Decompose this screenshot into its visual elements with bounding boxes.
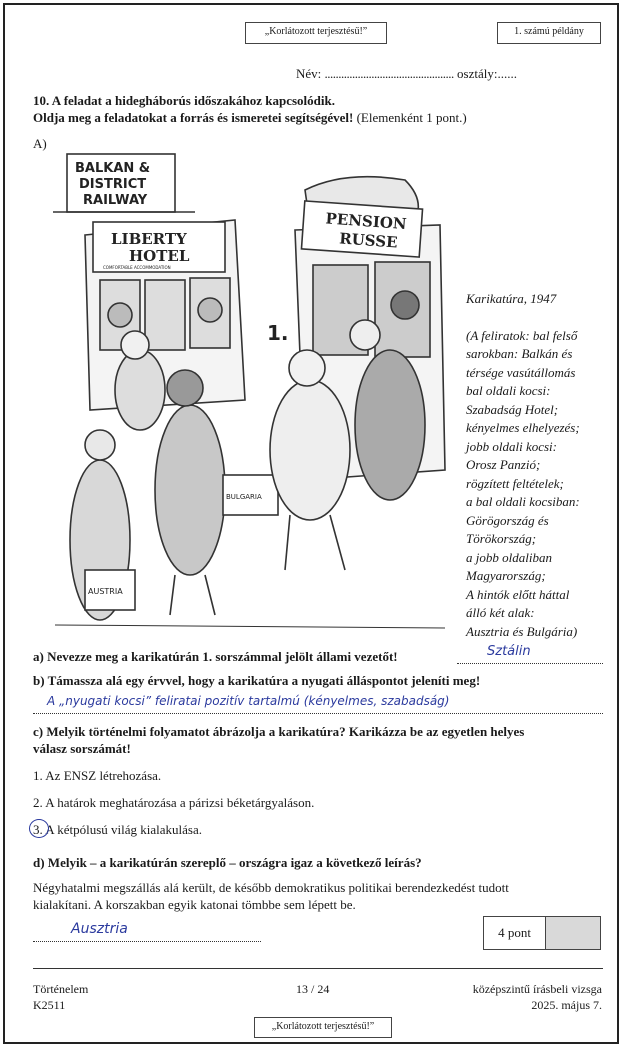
caption-line: Ausztria és Bulgária) — [466, 623, 578, 639]
answer-d: Ausztria — [71, 921, 128, 937]
question-c-line-1: c) Melyik történelmi folyamatot ábrázolja a karikatúra? Karikázza be az egyetlen helyes — [33, 724, 525, 739]
caption-line: Törökország; — [466, 531, 537, 546]
cartoon-image — [45, 150, 455, 640]
footer-exam: középszintű írásbeli vizsga — [472, 982, 602, 996]
caption-line: kényelmes elhelyezés; — [466, 420, 580, 435]
footer-divider — [33, 968, 603, 969]
name-label: Név: — [296, 66, 322, 81]
question-d-desc-2: kialakítani. A korszakban egyik katonai tömbbe sem lépett be. — [33, 897, 356, 912]
option-3[interactable]: 3. A kétpólusú világ kialakulása. — [33, 822, 202, 837]
name-dots: ............................................... — [324, 66, 454, 81]
caption-line: A hintók előtt háttal — [466, 586, 570, 602]
question-d: d) Melyik – a karikatúrán szereplő – országra igaz a következő leírás? — [33, 855, 422, 870]
section-label: A) — [33, 136, 47, 151]
caption-line: bal oldali kocsi: — [466, 383, 551, 398]
caption-line: jobb oldali kocsi: — [466, 438, 557, 454]
caption-line: Magyarország; — [466, 568, 546, 583]
caption-line: álló két alak: — [466, 605, 535, 620]
copy-label: 1. számú példány — [497, 22, 601, 44]
austria-bag-label: AUSTRIA — [88, 587, 123, 596]
caption-line: rögzített feltételek; — [466, 475, 564, 491]
caption-line: Szabadság Hotel; — [466, 401, 559, 417]
caption-line: sarokban: Balkán és — [466, 346, 573, 361]
pension-sign-line-1: PENSION — [325, 209, 408, 234]
hotel-sign-line-2: HOTEL — [129, 247, 190, 265]
railway-sign-line-2: DISTRICT — [79, 177, 147, 192]
class-label: osztály:...... — [457, 66, 517, 81]
railway-sign-line-3: RAILWAY — [83, 193, 148, 208]
task-instruction — [33, 110, 467, 126]
bulgaria-case-label: BULGARIA — [226, 493, 262, 501]
option-2[interactable]: 2. A határok meghatározása a párizsi béketárgyaláson. — [33, 795, 315, 810]
number-label: 1. — [267, 321, 289, 345]
restricted-label-bottom: „Korlátozott terjesztésű!” — [254, 1017, 392, 1038]
caption-line: a bal oldali kocsiban: — [466, 494, 580, 509]
question-b: b) Támassza alá egy érvvel, hogy a karikatúra a nyugati álláspontot jeleníti meg! — [33, 673, 481, 688]
footer-page: 13 / 24 — [296, 982, 330, 996]
hotel-sign-line-1: LIBERTY — [111, 230, 187, 248]
answer-a-line[interactable] — [457, 644, 603, 664]
caption-line: Orosz Panzió; — [466, 457, 541, 472]
figure-bulgaria — [155, 405, 225, 575]
name-line — [296, 66, 517, 82]
question-d-desc-1: Négyhatalmi megszállás alá került, de később demokratikus politikai berendezkedést tudott — [33, 880, 509, 895]
answer-d-line[interactable] — [33, 921, 261, 942]
option-1[interactable]: 1. Az ENSZ létrehozása. — [33, 768, 162, 783]
footer-subject: Történelem — [33, 982, 89, 996]
option-3-circle — [29, 819, 49, 838]
caption-title: Karikatúra, 1947 — [466, 291, 557, 306]
caption-line: Görögország és — [466, 512, 549, 528]
caption-line: térsége vasútállomás — [466, 364, 576, 380]
caption-line: a jobb oldaliban — [466, 549, 552, 565]
score-entry[interactable] — [546, 917, 600, 949]
caption-line: (A feliratok: bal felső — [466, 327, 578, 343]
figure-stalin — [270, 380, 350, 520]
task-title: 10. A feladat a hidegháborús időszakához kapcsolódik. — [33, 93, 335, 108]
answer-b-line[interactable] — [33, 692, 603, 714]
footer-code: K2511 — [33, 998, 66, 1012]
answer-a: Sztálin — [487, 644, 531, 659]
task-instruction-bold: Oldja meg a feladatokat a forrás és ismeretei segítségével! — [33, 110, 354, 125]
score-box — [483, 916, 601, 950]
task-instruction-points: (Elemenként 1 pont.) — [356, 110, 467, 125]
question-a: a) Nevezze meg a karikatúrán 1. sorszámmal jelölt állami vezetőt! — [33, 649, 398, 664]
restricted-label-top: „Korlátozott terjesztésű!” — [245, 22, 387, 44]
cartoon-caption — [466, 290, 616, 641]
score-label: 4 pont — [484, 917, 546, 949]
hotel-sign-small: COMFORTABLE ACCOMMODATION — [103, 265, 171, 270]
question-c-line-2: válasz sorszámát! — [33, 741, 131, 756]
footer-date: 2025. május 7. — [531, 998, 602, 1012]
pension-sign-line-2: RUSSE — [338, 229, 399, 252]
railway-sign-line-1: BALKAN & — [75, 161, 151, 176]
answer-b: A „nyugati kocsi” feliratai pozitív tartalmú (kényelmes, szabadság) — [47, 694, 450, 708]
